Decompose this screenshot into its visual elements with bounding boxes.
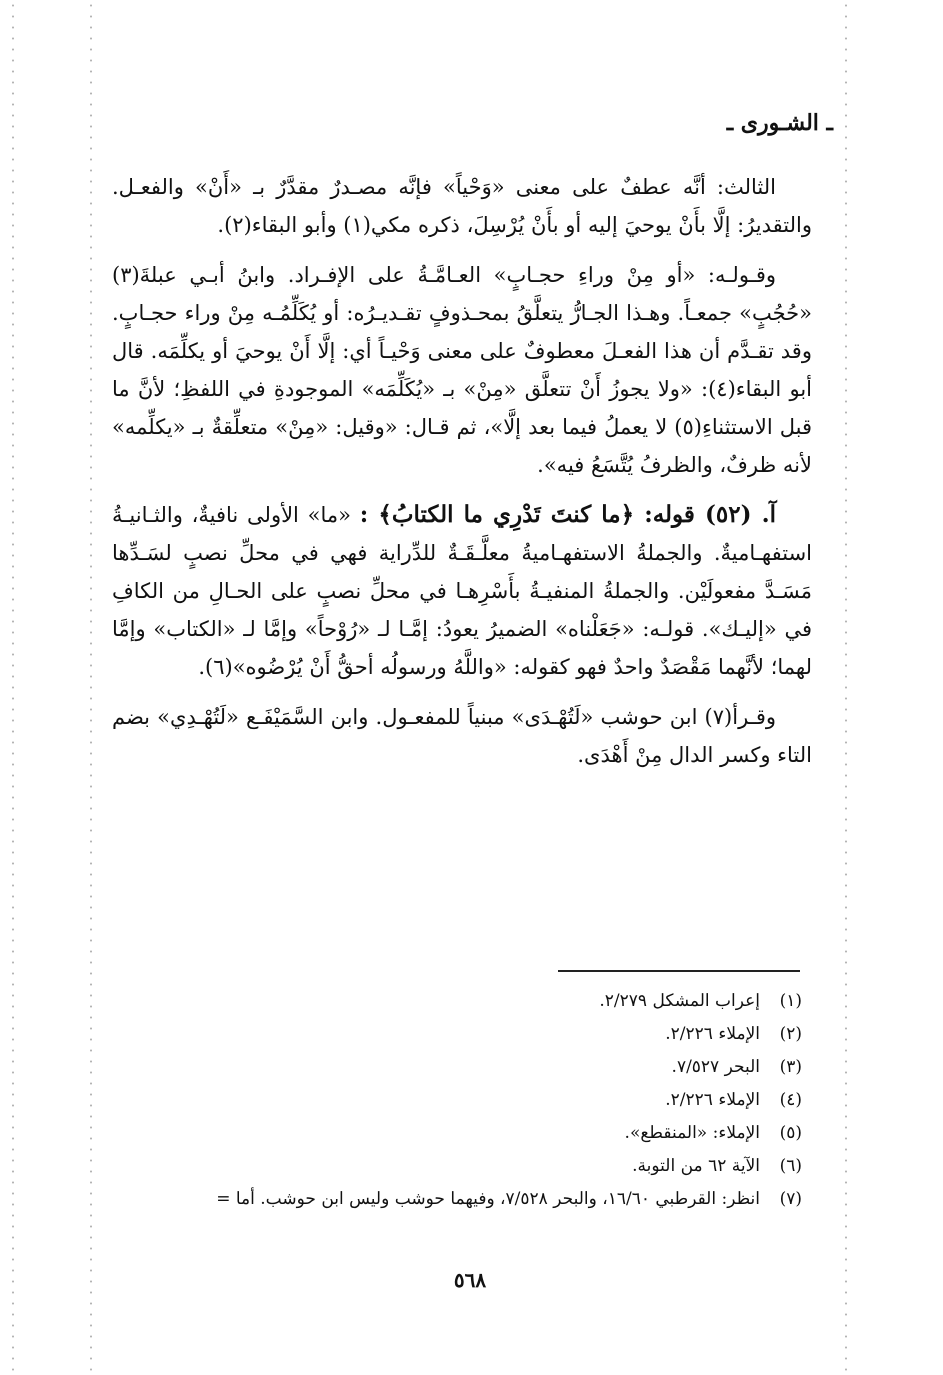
footnote-text: الإملاء: «المنقطع». [624,1123,760,1143]
paragraph-readings: وقـرأ(٧) ابن حوشب «لَتُهْـدَى» مبنياً للمفعـول. وابن السَّمَيْفَـع «لَتُهْـدِي» بضم التاء وكسر الدال مِنْ أَهْدَى. [112,705,812,767]
footnote-number: (٤) [779,1090,802,1110]
footnote-number: (٥) [779,1123,802,1143]
paragraph-verse-52 [112,496,812,686]
footnote-number: (٦) [779,1156,802,1176]
footnote-4 [60,1084,802,1117]
footnote-1 [60,985,802,1018]
main-text [112,168,812,786]
footnote-number: (٣) [779,1057,802,1077]
footnote-number: (١) [779,991,802,1011]
verse-commentary: «ما» الأولى نافيةٌ، والثـانيـةُ استفهـاميةٌ. والجملةُ الاستفهـاميةُ معلَّـقَـةٌ للدِّراية فهي في محلِّ نصبٍ لسَـدِّها مَسَـدَّ مفعولَيْن. والجملةُ المنفيـةُ بأَسْرِهـا في محلِّ نصبٍ على الحـالِ من الكافِ في «إليـك». قولـه: «جَعَلْناه» الضميرُ يعودُ: إمَّـا لـ «رُوْحاً» وإمَّا لـ «الكتاب» وإمَّا لهما؛ لأنَّهما مَقْصَدٌ واحدٌ فهو كقوله: «واللَّهُ ورسولُه أحقُّ أَنْ يُرْضُوه»(٦). [112,503,812,679]
footnote-text: البحر ٧/٥٢٧. [671,1057,760,1077]
paragraph-hijab: وقـولـه: «أو مِنْ وراءِ حجـابٍ» العـامَّـةُ على الإفـراد. وابنُ أبـي عبلةَ(٣) «حُجُبٍ» جمعـاً. وهـذا الجـارُّ يتعلَّقُ بمحـذوفٍ تقـديـرُه: أو يُكَلِّمُـه مِنْ وراء حجـابٍ. وقد تقـدَّم أن هذا الفعـلَ معطوفٌ على معنى وَحْيـاً أي: إلَّا أَنْ يوحيَ أو يكلِّمَه. قال أبو البقاء(٤): «ولا يجوزُ أَنْ تتعلَّق «مِنْ» بـ «يُكَلِّمَه» الموجودةِ في اللفظِ؛ لأنَّ ما قبل الاستثناءِ(٥) لا يعملُ فيما بعد إلَّا»، ثم قـال: «وقيل: «مِنْ» متعلِّقةٌ بـ «يكلِّمه» لأنه ظرفٌ، والظرفُ يُتَّسَعُ فيه». [112,263,813,477]
footnotes [60,985,802,1216]
scan-dots-right [845,0,847,1375]
page-number: ٥٦٨ [453,1268,487,1292]
footnote-2 [60,1018,802,1051]
footnote-text: إعراب المشكل ٢/٢٧٩. [599,991,760,1011]
footnote-6 [60,1150,802,1183]
running-header: ـ الشـورى ـ [726,110,833,136]
footnote-text: الآية ٦٢ من التوبة. [632,1156,760,1176]
scan-dots-left [12,0,14,1375]
footnote-text: الإملاء ٢/٢٢٦. [665,1090,760,1110]
footnote-text: الإملاء ٢/٢٢٦. [665,1024,760,1044]
footnote-3 [60,1051,802,1084]
footnote-7 [60,1183,802,1216]
footnote-number: (٢) [779,1024,802,1044]
footnote-number: (٧) [779,1189,802,1209]
paragraph-third-opinion: الثالث: أنَّه عطفٌ على معنى «وَحْياً» فإنَّه مصـدرٌ مقدَّرٌ بـ «أَنْ» والفعـل. والتقديرُ: إلَّا بأَنْ يوحيَ إليه أو بأَنْ يُرْسِلَ، ذكره مكي(١) وأبو البقاء(٢). [112,175,812,237]
footnote-text: انظر: القرطبي ١٦/٦٠، والبحر ٧/٥٢٨، وفيهما حوشب وليس ابن حوشب. أما = [216,1189,760,1209]
footnote-5 [60,1117,802,1150]
footnote-separator [558,970,800,972]
verse-heading: آ. (٥٢) قوله: ﴿ما كنتَ تَدْرِي ما الكتابُ﴾ : [359,501,776,528]
